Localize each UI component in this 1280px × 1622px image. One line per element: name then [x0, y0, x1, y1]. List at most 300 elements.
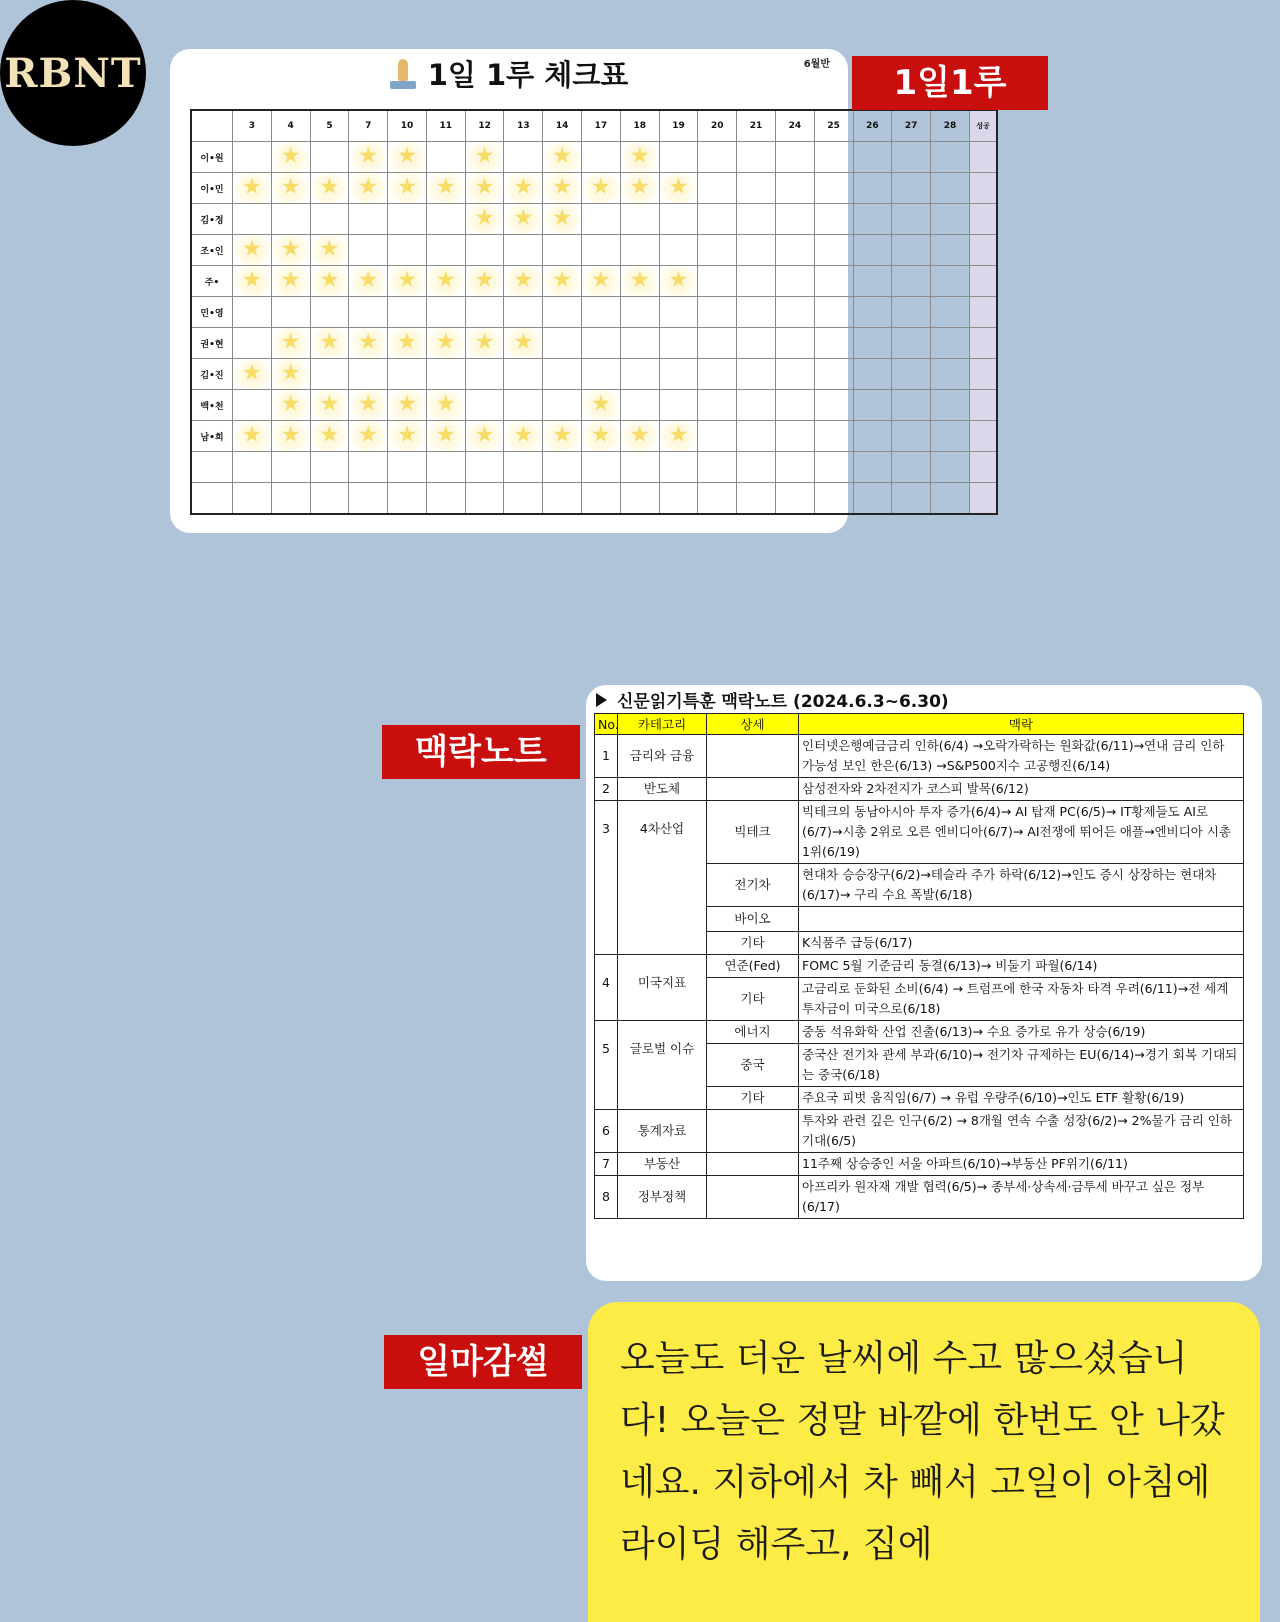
grid-day-header: 5 [310, 110, 349, 142]
grid-cell [775, 235, 814, 266]
note-row [595, 735, 1244, 778]
grid-cell [620, 173, 659, 204]
grid-cell [233, 142, 272, 173]
grid-cell [737, 483, 776, 515]
context-note-image[interactable] [586, 685, 1262, 1281]
grid-day-header: 13 [504, 110, 543, 142]
grid-member-name: 김•정 [191, 204, 233, 235]
grid-day-header: 4 [271, 110, 310, 142]
grid-cell [349, 390, 388, 421]
note-detail [707, 1153, 799, 1176]
note-no: 8 [595, 1176, 618, 1219]
note-context: FOMC 5월 기준금리 동결(6/13)→ 비둘기 파월(6/14) [799, 955, 1244, 978]
grid-cell [582, 173, 621, 204]
note-row [595, 1021, 1244, 1044]
star-icon [282, 178, 300, 196]
grid-cell [698, 328, 737, 359]
grid-cell [388, 452, 427, 483]
note-row [595, 778, 1244, 801]
grid-day-header: 26 [853, 110, 892, 142]
grid-cell [853, 483, 892, 515]
note-detail: 전기차 [707, 864, 799, 907]
grid-day-header: 11 [426, 110, 465, 142]
star-icon [514, 333, 532, 351]
note-context: 중국산 전기차 관세 부과(6/10)→ 전기차 규제하는 EU(6/14)→경기 회복 기대되는 중국(6/18) [799, 1044, 1244, 1087]
grid-cell [543, 235, 582, 266]
star-icon [437, 426, 455, 444]
grid-cell [310, 142, 349, 173]
grid-cell [426, 359, 465, 390]
star-icon [437, 271, 455, 289]
grid-cell [349, 266, 388, 297]
grid-cell [814, 173, 853, 204]
grid-cell [737, 266, 776, 297]
grid-cell [388, 266, 427, 297]
grid-cell [271, 452, 310, 483]
grid-cell [504, 297, 543, 328]
grid-row [191, 235, 997, 266]
grid-cell [271, 142, 310, 173]
avatar[interactable] [0, 0, 146, 146]
grid-row [191, 204, 997, 235]
note-row [595, 801, 1244, 864]
grid-cell [775, 173, 814, 204]
grid-cell [271, 204, 310, 235]
note-context: 중동 석유화학 산업 진출(6/13)→ 수요 증가로 유가 상승(6/19) [799, 1021, 1244, 1044]
note-no: 7 [595, 1153, 618, 1176]
note-detail [707, 1110, 799, 1153]
grid-cell [310, 266, 349, 297]
grid-cell [620, 390, 659, 421]
star-icon [282, 364, 300, 382]
grid-row [191, 421, 997, 452]
grid-day-header: 3 [233, 110, 272, 142]
grid-cell [620, 452, 659, 483]
grid-success-cell [970, 297, 998, 328]
check-sheet-image[interactable] [170, 49, 990, 533]
grid-cell [271, 328, 310, 359]
note-header: 상세 [707, 714, 799, 735]
grid-cell [388, 142, 427, 173]
grid-cell [737, 359, 776, 390]
grid-cell [775, 266, 814, 297]
grid-cell [931, 328, 970, 359]
note-context: 고금리로 둔화된 소비(6/4) → 트럼프에 한국 자동차 타격 우려(6/11)→전 세계 투자금이 미국으로(6/18) [799, 978, 1244, 1021]
star-icon [359, 333, 377, 351]
grid-cell [659, 359, 698, 390]
grid-cell [582, 142, 621, 173]
star-icon [243, 364, 261, 382]
grid-cell [233, 204, 272, 235]
grid-success-cell [970, 173, 998, 204]
grid-cell [349, 204, 388, 235]
grid-cell [775, 359, 814, 390]
note-row [595, 1153, 1244, 1176]
grid-cell [582, 421, 621, 452]
star-icon [398, 333, 416, 351]
grid-cell [931, 142, 970, 173]
star-icon [669, 426, 687, 444]
grid-member-name [191, 483, 233, 515]
note-detail: 중국 [707, 1044, 799, 1087]
grid-cell [388, 390, 427, 421]
note-row [595, 1176, 1244, 1219]
grid-cell [659, 266, 698, 297]
grid-cell [426, 235, 465, 266]
note-row [595, 955, 1244, 978]
grid-cell [814, 483, 853, 515]
grid-cell [931, 235, 970, 266]
star-icon [631, 178, 649, 196]
grid-cell [814, 266, 853, 297]
grid-cell [814, 421, 853, 452]
grid-success-cell [970, 204, 998, 235]
star-icon [553, 147, 571, 165]
grid-cell [271, 297, 310, 328]
grid-cell [892, 328, 931, 359]
grid-cell [892, 235, 931, 266]
grid-cell [698, 297, 737, 328]
note-header: 맥락 [799, 714, 1244, 735]
note-context: 11주째 상승중인 서울 아파트(6/10)→부동산 PF위기(6/11) [799, 1153, 1244, 1176]
grid-cell [737, 173, 776, 204]
grid-cell [426, 297, 465, 328]
star-icon [631, 426, 649, 444]
grid-cell [620, 297, 659, 328]
grid-cell [465, 452, 504, 483]
note-no: 1 [595, 735, 618, 778]
grid-cell [931, 173, 970, 204]
note-context: 투자와 관련 깊은 인구(6/2) → 8개월 연속 수출 성장(6/2)→ 2%물가 금리 인하 기대(6/5) [799, 1110, 1244, 1153]
grid-cell [659, 297, 698, 328]
grid-cell [349, 142, 388, 173]
grid-cell [853, 421, 892, 452]
grid-cell [853, 235, 892, 266]
grid-cell [543, 483, 582, 515]
grid-cell [814, 204, 853, 235]
tag-diary: 일마감썰 [384, 1335, 582, 1389]
grid-cell [543, 173, 582, 204]
grid-success-cell [970, 328, 998, 359]
grid-row [191, 452, 997, 483]
star-icon [592, 178, 610, 196]
grid-cell [775, 483, 814, 515]
grid-cell [233, 359, 272, 390]
grid-row [191, 390, 997, 421]
grid-cell [582, 452, 621, 483]
tag-note: 맥락노트 [382, 725, 580, 779]
note-header: 카테고리 [618, 714, 707, 735]
grid-cell [814, 142, 853, 173]
grid-cell [659, 421, 698, 452]
grid-success-cell [970, 452, 998, 483]
grid-cell [349, 328, 388, 359]
grid-cell [388, 328, 427, 359]
grid-cell [775, 328, 814, 359]
context-note-table [594, 713, 1244, 1219]
grid-cell [582, 390, 621, 421]
star-icon [476, 147, 494, 165]
context-note-title: 신문읽기특훈 맥락노트 (2024.6.3~6.30) [596, 687, 949, 712]
star-icon [592, 271, 610, 289]
note-detail: 연준(Fed) [707, 955, 799, 978]
grid-cell [310, 204, 349, 235]
grid-cell [931, 359, 970, 390]
grid-cell [737, 297, 776, 328]
grid-cell [698, 142, 737, 173]
grid-cell [543, 421, 582, 452]
grid-cell [310, 173, 349, 204]
grid-cell [426, 483, 465, 515]
grid-cell [659, 142, 698, 173]
grid-day-header: 12 [465, 110, 504, 142]
grid-cell [388, 235, 427, 266]
grid-cell [349, 483, 388, 515]
grid-cell [582, 328, 621, 359]
star-icon [359, 178, 377, 196]
star-icon [514, 178, 532, 196]
star-icon [514, 209, 532, 227]
note-context: 아프리카 원자재 개발 협력(6/5)→ 종부세·상속세·금투세 바꾸고 싶은 정부(6/17) [799, 1176, 1244, 1219]
star-icon [669, 271, 687, 289]
grid-cell [775, 452, 814, 483]
grid-cell [698, 204, 737, 235]
grid-corner [191, 110, 233, 142]
grid-member-name: 김•진 [191, 359, 233, 390]
grid-cell [620, 483, 659, 515]
star-icon [631, 271, 649, 289]
star-icon [359, 147, 377, 165]
note-no: 5 [595, 1021, 618, 1110]
grid-cell [310, 390, 349, 421]
star-icon [359, 395, 377, 413]
grid-cell [814, 390, 853, 421]
note-category: 4차산업 [618, 801, 707, 955]
grid-cell [659, 452, 698, 483]
grid-cell [853, 359, 892, 390]
grid-cell [582, 235, 621, 266]
grid-cell [775, 421, 814, 452]
grid-cell [620, 142, 659, 173]
note-category: 정부정책 [618, 1176, 707, 1219]
grid-day-header: 24 [775, 110, 814, 142]
grid-cell [310, 328, 349, 359]
grid-row [191, 173, 997, 204]
star-icon [553, 426, 571, 444]
grid-member-name [191, 452, 233, 483]
message-bubble[interactable] [588, 1302, 1260, 1622]
grid-cell [388, 204, 427, 235]
grid-success-cell [970, 390, 998, 421]
note-row [595, 1110, 1244, 1153]
grid-cell [233, 266, 272, 297]
grid-cell [465, 173, 504, 204]
grid-header-row [191, 110, 997, 142]
grid-day-header: 7 [349, 110, 388, 142]
grid-cell [465, 266, 504, 297]
note-no: 3 [595, 801, 618, 955]
check-grid [190, 109, 998, 515]
grid-success-cell [970, 359, 998, 390]
star-icon [320, 395, 338, 413]
grid-cell [892, 266, 931, 297]
grid-member-name: 주• [191, 266, 233, 297]
note-category: 반도체 [618, 778, 707, 801]
star-icon [282, 147, 300, 165]
grid-cell [931, 421, 970, 452]
grid-day-header: 27 [892, 110, 931, 142]
note-category: 금리와 금융 [618, 735, 707, 778]
note-no: 4 [595, 955, 618, 1021]
grid-cell [582, 204, 621, 235]
grid-cell [388, 173, 427, 204]
grid-cell [465, 204, 504, 235]
grid-cell [582, 483, 621, 515]
grid-row [191, 297, 997, 328]
grid-member-name: 조•인 [191, 235, 233, 266]
grid-cell [737, 421, 776, 452]
star-icon [553, 178, 571, 196]
grid-cell [271, 421, 310, 452]
note-detail: 바이오 [707, 907, 799, 932]
grid-cell [892, 297, 931, 328]
grid-cell [892, 483, 931, 515]
grid-member-name: 이•민 [191, 173, 233, 204]
note-detail: 기타 [707, 1087, 799, 1110]
grid-member-name: 이•원 [191, 142, 233, 173]
message-text: 오늘도 더운 날씨에 수고 많으셨습니다! 오늘은 정말 바깥에 한번도 안 나갔네요. 지하에서 차 빼서 고일이 아침에 라이딩 해주고, 집에 [620, 1338, 1225, 1565]
grid-cell [582, 266, 621, 297]
note-category: 미국지표 [618, 955, 707, 1021]
grid-cell [388, 483, 427, 515]
star-icon [282, 395, 300, 413]
grid-cell [543, 359, 582, 390]
grid-row [191, 359, 997, 390]
grid-cell [543, 142, 582, 173]
grid-success-cell [970, 142, 998, 173]
grid-cell [504, 359, 543, 390]
grid-cell [233, 297, 272, 328]
grid-member-name: 백•천 [191, 390, 233, 421]
grid-cell [775, 297, 814, 328]
grid-cell [310, 359, 349, 390]
grid-cell [310, 235, 349, 266]
grid-cell [620, 421, 659, 452]
grid-cell [504, 452, 543, 483]
grid-cell [543, 266, 582, 297]
star-icon [243, 271, 261, 289]
grid-cell [892, 421, 931, 452]
grid-cell [233, 328, 272, 359]
grid-row [191, 483, 997, 515]
grid-cell [504, 390, 543, 421]
grid-cell [388, 297, 427, 328]
grid-cell [853, 328, 892, 359]
star-icon [476, 209, 494, 227]
grid-cell [892, 390, 931, 421]
grid-cell [349, 297, 388, 328]
star-icon [243, 178, 261, 196]
grid-cell [233, 235, 272, 266]
grid-cell [737, 142, 776, 173]
grid-cell [698, 421, 737, 452]
star-icon [282, 240, 300, 258]
grid-cell [310, 421, 349, 452]
note-no: 6 [595, 1110, 618, 1153]
grid-cell [620, 359, 659, 390]
grid-cell [465, 483, 504, 515]
grid-cell [543, 297, 582, 328]
star-icon [282, 333, 300, 351]
grid-cell [892, 452, 931, 483]
grid-cell [582, 359, 621, 390]
grid-cell [426, 328, 465, 359]
grid-success-cell [970, 266, 998, 297]
grid-cell [620, 235, 659, 266]
grid-cell [620, 266, 659, 297]
star-icon [437, 178, 455, 196]
grid-cell [931, 390, 970, 421]
grid-cell [465, 359, 504, 390]
grid-cell [737, 235, 776, 266]
grid-cell [310, 483, 349, 515]
grid-cell [504, 235, 543, 266]
grid-cell [698, 266, 737, 297]
grid-day-header: 10 [388, 110, 427, 142]
grid-cell [465, 421, 504, 452]
grid-success-cell [970, 483, 998, 515]
grid-cell [543, 328, 582, 359]
grid-cell [349, 173, 388, 204]
grid-cell [271, 266, 310, 297]
grid-row [191, 142, 997, 173]
grid-cell [426, 142, 465, 173]
star-icon [359, 271, 377, 289]
grid-cell [349, 359, 388, 390]
grid-cell [892, 173, 931, 204]
grid-cell [271, 359, 310, 390]
tag-check: 1일1루 [852, 56, 1048, 110]
grid-cell [465, 142, 504, 173]
grid-cell [271, 235, 310, 266]
star-icon [320, 426, 338, 444]
note-detail [707, 778, 799, 801]
grid-day-header: 21 [737, 110, 776, 142]
triangle-icon [596, 693, 607, 707]
note-detail: 빅테크 [707, 801, 799, 864]
grid-cell [543, 452, 582, 483]
star-icon [320, 333, 338, 351]
grid-cell [504, 328, 543, 359]
note-context: 빅테크의 동남아시아 투자 증가(6/4)→ AI 탑재 PC(6/5)→ IT황제들도 AI로(6/7)→시총 2위로 오른 엔비디아(6/7)→ AI전쟁에 뛰어든 애플→엔비디아 시총 1위(6/19) [799, 801, 1244, 864]
grid-day-header: 17 [582, 110, 621, 142]
note-category: 부동산 [618, 1153, 707, 1176]
star-icon [398, 395, 416, 413]
grid-cell [349, 452, 388, 483]
star-icon [553, 209, 571, 227]
grid-cell [698, 390, 737, 421]
star-icon [359, 426, 377, 444]
grid-cell [426, 390, 465, 421]
note-context: 주요국 피벗 움직임(6/7) → 유럽 우량주(6/10)→인도 ETF 활황(6/19) [799, 1087, 1244, 1110]
grid-cell [892, 359, 931, 390]
grid-cell [504, 483, 543, 515]
star-icon [243, 240, 261, 258]
grid-day-header: 25 [814, 110, 853, 142]
grid-cell [233, 421, 272, 452]
star-icon [437, 333, 455, 351]
note-header: No. [595, 714, 618, 735]
